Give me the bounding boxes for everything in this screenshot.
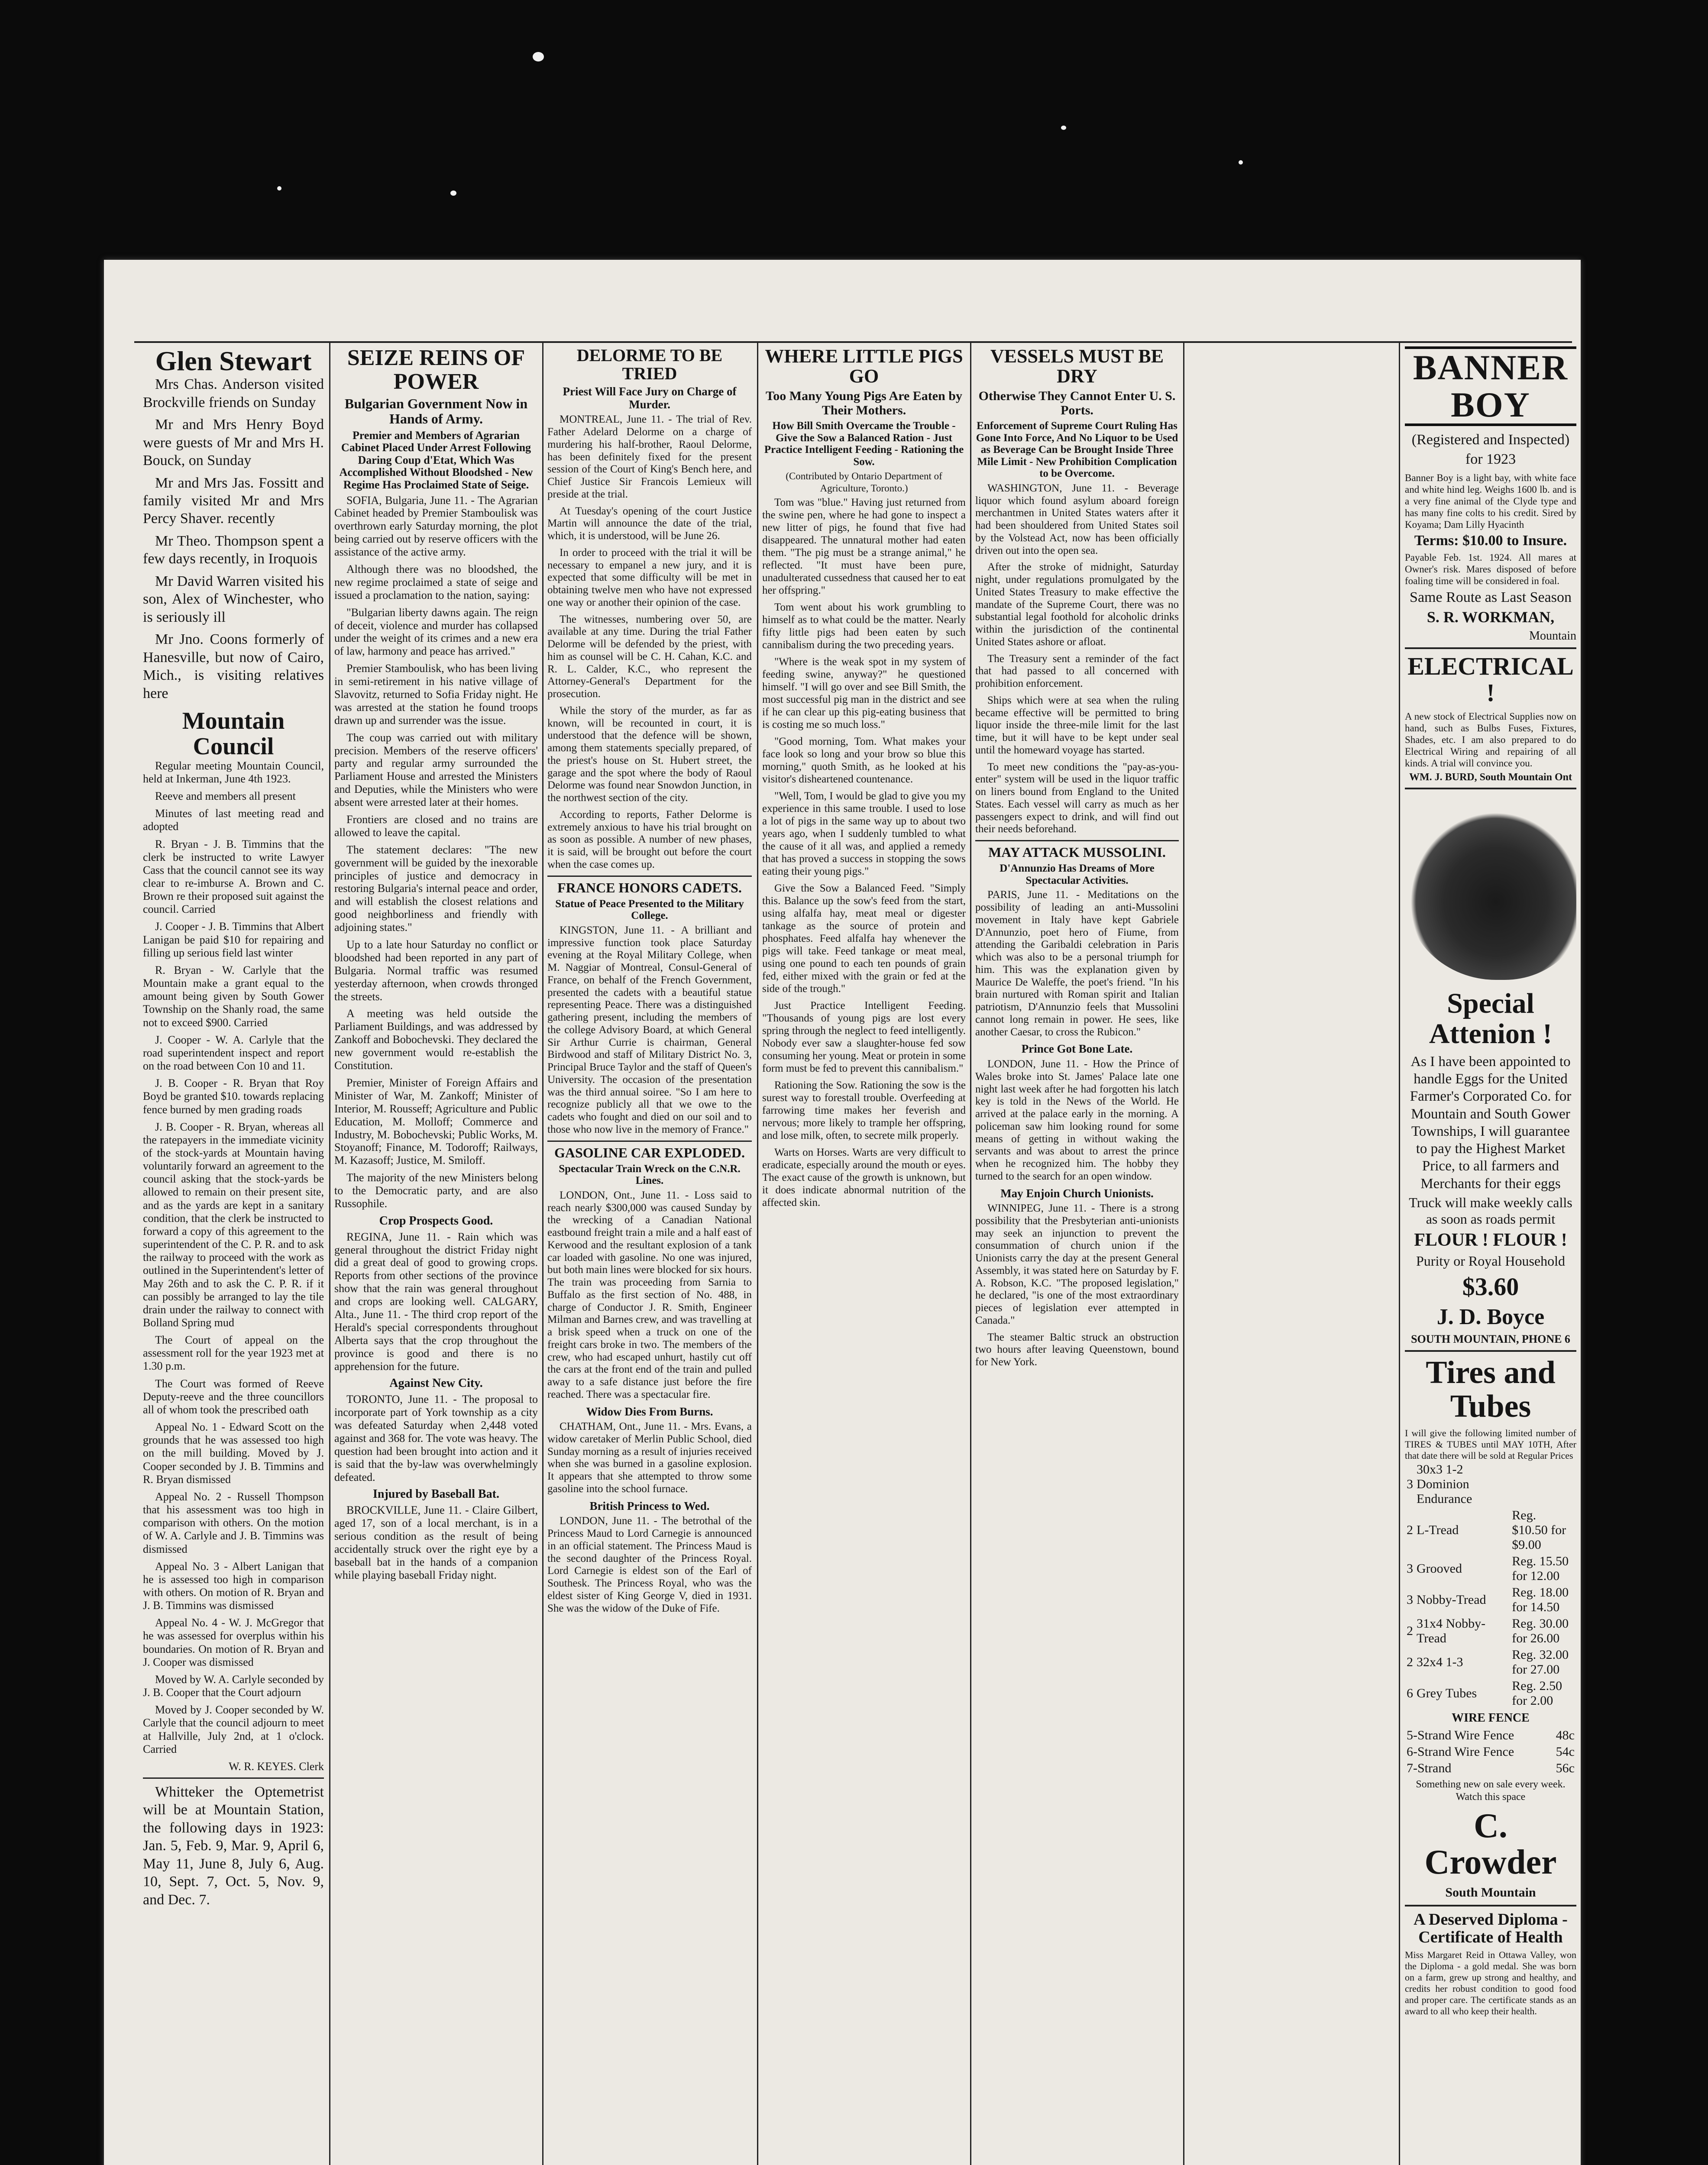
- news-item: Mrs Chas. Anderson visited Brockville friends on Sunday: [143, 376, 324, 410]
- scan-speck: [1061, 126, 1066, 130]
- minutes-item: R. Bryan - W. Carlyle that the Mountain make a grant equal to the amount being given by South Gower Township on the Shanly road, the same not to exceed $900. Carried: [143, 963, 324, 1029]
- bulgaria-subhead: Bulgarian Government Now in Hands of Army.: [344, 396, 528, 427]
- princess-headline: British Princess to Wed.: [589, 1499, 710, 1512]
- story-paragraph: Ships which were at sea when the ruling became effective will be permitted to bring liquor inside the three-mile limit for the last time, but it will have to be kept under seal until the homeward voyage has started.: [975, 694, 1179, 756]
- diploma-text: Miss Margaret Reid in Ottawa Valley, won the Diploma - a gold medal. She was born on a farm, grew up strong and healthy, and credits her robust condition to good food and proper care. The certificate stands as an award to all who keep their health.: [1405, 1949, 1576, 2016]
- news-item: Mr Theo. Thompson spent a few days recently, in Iroquois: [143, 533, 324, 567]
- story-paragraph: In order to proceed with the trial it will be necessary to empanel a new jury, and it is expected that some difficulty will be met in obtaining twelve men who have not expressed one way or another their opinion of the case.: [547, 546, 752, 608]
- story-paragraph: Rationing the Sow. Rationing the sow is the surest way to forestall trouble. Overfeeding at farrowing time makes her feverish and nervous; more likely to trample her offspring, and lose milk, often, to secrete milk properly.: [762, 1079, 966, 1141]
- tire-price-table: [1405, 1461, 1576, 1709]
- minutes-item: Moved by J. Cooper seconded by W. Carlyle that the council adjourn to meet at Hallville, July 2nd, at 1 o'clock. Carried: [143, 1703, 324, 1755]
- gasoline-headline: GASOLINE CAR EXPLODED.: [554, 1144, 745, 1160]
- story-paragraph: LONDON, Ont., June 11. - Loss said to reach nearly $300,000 was caused Sunday by the wrecking of a Canadian National eastbound freight train a mile and a half east of Kerwood and the resultant explosion of a tank car loaded with gasoline. No one was injured, but both main lines were blocked for six hours. The train was proceeding from Sarnia to Buffalo as the first section of No. 488, in charge of Conductor J. R. Smith, Engineer Milman and Barnes crew, and was travelling at a brisk speed when a truck on one of the freight cars broke in two. The members of the crew, who had escaped unhurt, hastily cut off the cars at the front end of the train and pulled away to a safe distance just before the fire reached. There was a spectacular fire.: [547, 1189, 752, 1400]
- story-paragraph: "Bulgarian liberty dawns again. The reign of deceit, violence and murder has collapsed under the weight of its crimes and a new era of law, harmony and peace has arrived.": [334, 606, 538, 658]
- minutes-item: Appeal No. 3 - Albert Lanigan that he is assessed too high in comparison with others. On motion of R. Bryan and J. B. Timmins was dismissed: [143, 1560, 324, 1612]
- pigs-subhead: Too Many Young Pigs Are Eaten by Their Mothers.: [766, 389, 962, 418]
- column-rule: [757, 342, 758, 2165]
- column-rule: [1399, 342, 1400, 2165]
- banner-boy-terms: Terms: $10.00 to Insure.: [1414, 533, 1567, 549]
- wire-note: Something new on sale every week. Watch this space: [1416, 1778, 1566, 1803]
- minutes-item: Reeve and members all present: [155, 790, 296, 803]
- news-item: Mr Jno. Coons formerly of Hanesville, but now of Cairo, Mich., is visiting relatives here: [143, 631, 324, 701]
- banner-boy-payable: Payable Feb. 1st. 1924. All mares at Owner's risk. Mares disposed of before foaling time will be considered in foal.: [1405, 552, 1576, 587]
- table-row: 2 32x4 1-3 Reg. 32.00 for 27.00: [1407, 1648, 1569, 1677]
- story-paragraph: "Well, Tom, I would be glad to give you my experience in this same trouble. I used to lose a lot of pigs in the same way up to about two years ago, when I suddenly tumbled to what the cause of it all was, and applied a remedy that has proved a success in stopping the sows eating their young pigs.": [762, 790, 966, 877]
- gasoline-subhead: Spectacular Train Wreck on the C.N.R. Lines.: [559, 1163, 741, 1187]
- table-row: 3 Nobby-Tread Reg. 18.00 for 14.50: [1407, 1585, 1569, 1615]
- diploma-headline: A Deserved Diploma - Certificate of Health: [1414, 1910, 1568, 1947]
- truck-notice: Truck will make weekly calls as soon as roads permit: [1409, 1194, 1572, 1227]
- column-rule: [1183, 342, 1184, 2165]
- bulgaria-deck: Premier and Members of Agrarian Cabinet Placed Under Arrest Following Daring Coup d'Etat, Which Was Accomplished Without Bloodshed - New Regime Has Proclaimed State of Seige.: [339, 429, 533, 491]
- story-paragraph: The coup was carried out with military precision. Members of the reserve officers' party and regular army surrounded the Parliament House and arrested the Ministers and Deputies, while the Ministers who were absent were arrested later at their homes.: [334, 731, 538, 809]
- delorme-headline: DELORME TO BE TRIED: [576, 346, 723, 383]
- story-paragraph: The steamer Baltic struck an obstruction two hours after leaving Queenstown, bound for New York.: [975, 1331, 1179, 1368]
- minutes-item: J. B. Cooper - R. Bryan that Roy Boyd be granted $10. towards replacing fence burned by men grading roads: [143, 1077, 324, 1116]
- widow-headline: Widow Dies From Burns.: [586, 1405, 713, 1418]
- banner-boy-registered: (Registered and Inspected): [1411, 432, 1570, 448]
- baseball-headline: Injured by Baseball Bat.: [373, 1487, 499, 1501]
- scan-speck: [277, 186, 281, 191]
- column-bulgaria: [334, 346, 538, 2165]
- story-paragraph: BROCKVILLE, June 11. - Claire Gilbert, aged 17, son of a local merchant, is in a serious condition as the result of being accidentally struck over the right eye by a baseball bat in the hands of a companion while playing baseball Friday night.: [334, 1504, 538, 1581]
- flour-heading: FLOUR ! FLOUR !: [1414, 1230, 1567, 1250]
- story-paragraph: "Good morning, Tom. What makes your face look so long and your brow so blue this morning," quoth Smith, as he looked at his visitor's disheartened countenance.: [762, 735, 966, 785]
- pigs-headline: WHERE LITTLE PIGS GO: [765, 346, 963, 387]
- story-paragraph: A meeting was held outside the Parliament Buildings, and was addressed by Zankoff and Bobochevski. They declared the new government would re-establish the Constitution.: [334, 1007, 538, 1072]
- banner-boy-year: for 1923: [1465, 451, 1516, 467]
- story-paragraph: Give the Sow a Balanced Feed. "Simply this. Balance up the sow's feed from the start, using alfalfa hay, meat meal or digester tankage as the source of protein and phosphates. Feed alfalfa hay whenever the pigs will take. Feed tankage or meat meal, using one pound to each ten pounds of grain fed, either mixed with the grain or fed at the side of the trough.": [762, 882, 966, 995]
- cadets-subhead: Statue of Peace Presented to the Military College.: [555, 898, 744, 922]
- crowder-name: C. Crowder: [1424, 1806, 1557, 1881]
- story-paragraph: Tom went about his work grumbling to himself as to what could be the matter. Nearly fifty little pigs had been eaten by such cannibalism during the two preceding years.: [762, 601, 966, 651]
- story-paragraph: The statement declares: "The new government will be guided by the inexorable principles of justice and democracy in restoring Bulgaria's internal peace and order, and will establish the closest relations and good neighborliness and friendly with adjoining states.": [334, 843, 538, 934]
- minutes-item: The Court was formed of Reeve Deputy-reeve and the three councillors all of whom took the prescribed oath: [143, 1377, 324, 1416]
- minutes-item: J. Cooper - J. B. Timmins that Albert Lanigan be paid $10 for repairing and filling up serious field last winter: [143, 920, 324, 959]
- banner-boy-description: Banner Boy is a light bay, with white face and white hind leg. Weighs 1600 lb. and is a very fine animal of the Clyde type and has many fine colts to his credit. Sired by Koyama; Dam Lilly Hyacinth: [1405, 472, 1576, 530]
- vessels-subhead: Otherwise They Cannot Enter U. S. Ports.: [978, 389, 1176, 418]
- news-item: Mr and Mrs Henry Boyd were guests of Mr and Mrs H. Bouck, on Sunday: [143, 417, 324, 469]
- wire-fence-heading: WIRE FENCE: [1452, 1711, 1530, 1725]
- scan-speck: [450, 191, 456, 196]
- story-paragraph: REGINA, June 11. - Rain which was general throughout the district Friday night did a great deal of good to growing crops. Reports from other sections of the province show that the rain was general throughout and crops are looking well. CALGARY, Alta., June 11. - The third crop report of the Herald's special correspondents throughout Alberta says that the crop throughout the province is good and there is no apprehension for the future.: [334, 1230, 538, 1373]
- eggs-ad: [1405, 807, 1576, 1346]
- electrical-signature: WM. J. BURD, South Mountain Ont: [1409, 771, 1572, 783]
- story-paragraph: WASHINGTON, June 11. - Beverage liquor which found asylum aboard foreign merchantmen in United States waters after it had been shouldered from United States soil by the Volstead Act, now has been officially driven out into the open sea.: [975, 482, 1179, 556]
- story-paragraph: "Where is the weak spot in my system of feeding swine, anyway?" he questioned himself. "I will go over and see Bill Smith, the most successful pig man in the district and see if he can clear up this pig-eating business that is costing me so much loss.": [762, 656, 966, 730]
- story-paragraph: Warts on Horses. Warts are very difficult to eradicate, especially around the mouth or eyes. The exact cause of the growth is unknown, but it does indicate abnormal nutrition of the affected skin.: [762, 1146, 966, 1209]
- story-paragraph: KINGSTON, June 11. - A brilliant and impressive function took place Saturday evening at the Royal Military College, when M. Naggiar of Montreal, Consul-General of France, on behalf of the French Government, presented the cadets with a beautiful statue representing Peace. There was a distinguished gathering present, including the members of the college Advisory Board, at which General Sir Arthur Currie is chairman, General Birdwood and staff of Military District No. 3, Principal Bruce Taylor and the staff of Queen's University. The occasion of the presentation was the third annual soiree. "So I am here to recognize publicly all that we owe to the cadets who fought and died on our soil and to those who now live in the memory of France.": [547, 924, 752, 1135]
- story-paragraph: The Treasury sent a reminder of the fact that had passed to all concerned with prohibition enforcement.: [975, 653, 1179, 690]
- delorme-subhead: Priest Will Face Jury on Charge of Murder.: [563, 385, 737, 411]
- boyce-name: J. D. Boyce: [1436, 1304, 1545, 1329]
- minutes-item: Regular meeting Mountain Council, held at Inkerman, June 4th 1923.: [143, 759, 324, 785]
- news-item: Mr and Mrs Jas. Fossitt and family visited Mr and Mrs Percy Shaver. recently: [143, 475, 324, 527]
- table-row: 2 L-Tread Reg. $10.50 for $9.00: [1407, 1508, 1566, 1552]
- story-paragraph: SOFIA, Bulgaria, June 11. - The Agrarian Cabinet headed by Premier Stamboulisk was overthrown early Saturday morning, the plot being carried out by reserve officers with the assistance of the active army.: [334, 494, 538, 559]
- flour-brand: Purity or Royal Household: [1416, 1253, 1565, 1269]
- story-paragraph: PARIS, June 11. - Meditations on the possibility of leading an anti-Mussolini movement in Italy have kept Gabriele D'Annunzio, poet hero of Fiume, from attending the Garibaldi celebration in Paris which was also to be a personal triumph for him. This was the explanation given by Maurice De Waleffe, the poet's friend. "In his brain nurtured with Roman spirit and Italian patriotism, D'Annunzio feels that Mussolini cannot long remain in power. He sees, like another Caesar, to cross the Rubicon.": [975, 889, 1179, 1038]
- story-paragraph: CHATHAM, Ont., June 11. - Mrs. Evans, a widow caretaker of Merlin Public School, died Sunday morning as a result of injuries received when she was burned in a gasoline explosion. It appears that she attempted to throw some gasoline into the school furnace.: [547, 1421, 752, 1495]
- attention-text: As I have been appointed to handle Eggs for the United Farmer's Corporated Co. for Mountain and South Gower Townships, I will guarantee to pay the Highest Market Price, to all farmers and Merchants for their eggs: [1410, 1053, 1572, 1192]
- attention-title: Special Attenion !: [1429, 988, 1553, 1050]
- story-paragraph: After the stroke of midnight, Saturday night, under regulations promulgated by the United States Treasury to make effective the mandate of the Supreme Court, there was no substantial legal foothold for alcoholic drinks within the jurisdiction of the continental United States ashore or afloat.: [975, 561, 1179, 648]
- table-row: 2 31x4 Nobby-Tread Reg. 30.00 for 26.00: [1407, 1616, 1569, 1646]
- minutes-item: Appeal No. 1 - Edward Scott on the grounds that he was assessed too high on the mill building. Moved by J. Cooper seconded by J. B. Timmins and R. Bryan dismissed: [143, 1421, 324, 1486]
- scan-speck: [1239, 160, 1243, 165]
- minutes-item: R. Bryan - J. B. Timmins that the clerk be instructed to write Lawyer Cass that the council cannot see its way clear to re-imburse A. Brown and C. Brown re their proposed suit against the council. Carried: [143, 837, 324, 916]
- vessels-headline: VESSELS MUST BE DRY: [990, 346, 1164, 387]
- story-paragraph: To meet new conditions the "pay-as-you-enter" system will be used in the liquor traffic on liners bound from England to the United States. Each vessel will carry as much as her passengers expect to drink, and will find out their needs beforehand.: [975, 761, 1179, 835]
- story-paragraph: Although there was no bloodshed, the new regime proclaimed a state of seige and issued a proclamation to the nation, saying:: [334, 562, 538, 601]
- minutes-item: J. B. Cooper - R. Bryan, whereas all the ratepayers in the immediate vicinity of the stock-yards at Mountain having voluntarily forward an agreement to the council asking that the stock-yards be allowed to remain on their present site, and as the yards are kept in a sanitary condition, that the clerk be instructed to forward a copy of this agreement to the superintendent of the C. P. R. and to ask the railway to proceed with the work as outlined in the Superintendent's letter of May 26th and to ask the C. P. R. if it can possibly be arranged to lay the tile drain under the railway to connect with Bolland Spring mud: [143, 1120, 324, 1329]
- story-paragraph: LONDON, June 11. - How the Prince of Wales broke into St. James' Palace late one night last week after he had forgotten his latch key is told in the News of the World. He arrived at the palace early in the morning. A policeman saw him looking round for some means of getting in without waking the servants and was about to arrest the prince when he recognized him. The hobby they turned to the search for an open window.: [975, 1058, 1179, 1182]
- story-paragraph: While the story of the murder, as far as known, will be recounted in court, it is understood that the defence will be shown, among them statements specially prepared, of the priest's house on St. Hubert street, the garage and the spot where the body of Raoul Delorme was found near Snowdon Junction, in the northwest section of the city.: [547, 704, 752, 804]
- pigs-deck: How Bill Smith Overcame the Trouble - Give the Sow a Balanced Ration - Just Practice Intelligent Feeding - Rationing the Sow.: [764, 420, 964, 468]
- banner-boy-owner-place: Mountain: [1529, 629, 1576, 643]
- column-rule: [329, 342, 330, 2165]
- story-paragraph: LONDON, June 11. - The betrothal of the Princess Maud to Lord Carnegie is announced in an official statement. The Princess Maud is the second daughter of the Princess Royal. Lord Carnegie is eldest son of the Earl of Southesk. The Princess Royal, who was the eldest sister of King George V, died in 1931. She was the widow of the Duke of Fife.: [547, 1515, 752, 1614]
- flour-price: $3.60: [1462, 1272, 1519, 1301]
- glen-stewart-heading: Glen Stewart: [155, 346, 312, 376]
- story-paragraph: Premier, Minister of Foreign Affairs and Minister of War, M. Zankoff; Minister of Interior, M. Rousseff; Agriculture and Public Education, M. Molloff; Commerce and Industry, M. Bobochevski; Public Works, M. Stoyanoff; Finance, M. Todoroff; Railways, M. Kazasoff; Justice, M. Smiloff.: [334, 1076, 538, 1167]
- story-paragraph: The witnesses, numbering over 50, are available at any time. During the trial Father Delorme will be defended by the priest, with him as counsel will be C. H. Cahan, K.C. and R. L. Calder, K.C., who represent the Attorney-General's Department for the prosecution.: [547, 613, 752, 700]
- wire-price-table: [1405, 1727, 1576, 1777]
- scan-speck: [533, 52, 544, 61]
- banner-boy-owner: S. R. WORKMAN,: [1427, 608, 1555, 626]
- story-paragraph: Frontiers are closed and no trains are allowed to leave the capital.: [334, 813, 538, 839]
- electrical-title: ELECTRICAL !: [1407, 652, 1574, 707]
- crowder-place: South Mountain: [1445, 1885, 1536, 1900]
- story-paragraph: Up to a late hour Saturday no conflict or bloodshed had been reported in any part of Bulgaria. Normal traffic was resumed yesterday afternoon, when crowds thronged the streets.: [334, 938, 538, 1003]
- boot-illustration: [1405, 807, 1576, 980]
- banner-boy-ad: [1405, 346, 1576, 643]
- boyce-place: SOUTH MOUNTAIN, PHONE 6: [1411, 1332, 1570, 1345]
- diploma-ad: [1405, 1911, 1576, 2017]
- story-paragraph: At Tuesday's opening of the court Justice Martin will announce the date of the trial, which, it is understood, will be June 26.: [547, 505, 752, 542]
- story-paragraph: According to reports, Father Delorme is extremely anxious to have his trial brought on as soon as possible. A number of new phases, it is said, will be brought out before the court when the case comes up.: [547, 808, 752, 870]
- tires-ad: [1405, 1356, 1576, 1900]
- minutes-item: J. Cooper - W. A. Carlyle that the road superintendent inspect and report on the road between Con 10 and 11.: [143, 1033, 324, 1073]
- minutes-item: The Court of appeal on the assessment roll for the year 1923 met at 1.30 p.m.: [143, 1334, 324, 1373]
- story-paragraph: MONTREAL, June 11. - The trial of Rev. Father Adelard Delorme on a charge of murdering his half-brother, Raoul Delorme, has been definitely fixed for the present session of the Court of King's Bench here, and Chief Justice Sir Francois Lemieux will preside at the trial.: [547, 414, 752, 500]
- mountain-council-heading: Mountain Council: [182, 708, 285, 760]
- table-row: 7-Strand 56c: [1407, 1761, 1575, 1775]
- table-row: 6 Grey Tubes Reg. 2.50 for 2.00: [1407, 1679, 1562, 1708]
- electrical-ad: [1405, 653, 1576, 783]
- clerk-signature: W. R. KEYES. Clerk: [228, 1760, 324, 1773]
- table-row: 3 30x3 1-2 Dominion Endurance: [1407, 1462, 1472, 1506]
- story-paragraph: The majority of the new Ministers belong to the Democratic party, and are also Russophile.: [334, 1171, 538, 1210]
- prince-headline: Prince Got Bone Late.: [1021, 1042, 1133, 1056]
- column-delorme: [547, 346, 752, 2165]
- column-pigs: [762, 346, 966, 2165]
- mussolini-subhead: D'Annunzio Has Dreams of More Spectacular Activities.: [1000, 863, 1155, 886]
- news-item: Mr David Warren visited his son, Alex of Winchester, who is seriously ill: [143, 573, 324, 625]
- cadets-headline: FRANCE HONORS CADETS.: [557, 879, 742, 895]
- story-paragraph: WINNIPEG, June 11. - There is a strong possibility that the Presbyterian anti-unionists may seek an injunction to prevent the consummation of church union if the Unionists carry the day at the present General Assembly, it was stated here on Saturday by F. A. Robson, K.C. "The proposed legislation," he declared, "is one of the most extraordinary pieces of legislation ever attempted in Canada.": [975, 1202, 1179, 1326]
- electrical-text: A new stock of Electrical Supplies now on hand, such as Bulbs Fuses, Fixtures, Shades, etc. I am also prepared to do Electrical Wiring and repairing of all kinds. A trial will convince you.: [1405, 711, 1576, 769]
- optometrist-notice: Whitteker the Optemetrist will be at Mountain Station, the following days in 1923: Jan. 5, Feb. 9, Mar. 9, April 6, May 11, June 8, July 6, Aug. 10, Sept. 7, Oct. 5, Nov. 9, and Dec. 7.: [143, 1784, 324, 1908]
- column-glen-stewart: [143, 346, 324, 2165]
- tires-title: Tires and Tubes: [1426, 1355, 1556, 1424]
- story-paragraph: Just Practice Intelligent Feeding. "Thousands of young pigs are lost every spring through the neglect to feed intelligently. Nobody ever saw a slaughter-house fed sow consuming her young. Meat or protein in some form must be fed to prevent this cannibalism.": [762, 999, 966, 1074]
- mussolini-headline: MAY ATTACK MUSSOLINI.: [988, 844, 1166, 860]
- new-city-headline: Against New City.: [389, 1377, 483, 1390]
- table-row: 5-Strand Wire Fence 48c: [1407, 1728, 1575, 1742]
- column-rule: [542, 342, 543, 2165]
- bulgaria-headline: SEIZE REINS OF POWER: [347, 346, 525, 394]
- story-paragraph: TORONTO, June 11. - The proposal to incorporate part of York township as a city was defeated Saturday when 2,448 voted against and 368 for. The vote was heavy. The question had been brought into action and it is said that the by-law was overwhelmingly defeated.: [334, 1393, 538, 1483]
- vessels-deck: Enforcement of Supreme Court Ruling Has Gone Into Force, And No Liquor to be Used as Beverage Can be Brought Inside Three Mile Limit - New Prohibition Complication to be Overcome.: [976, 420, 1178, 480]
- table-row: 3 Grooved Reg. 15.50 for 12.00: [1407, 1554, 1569, 1583]
- pigs-credit: (Contributed by Ontario Department of Agriculture, Toronto.): [786, 471, 942, 494]
- minutes-item: Moved by W. A. Carlyle seconded by J. B. Cooper that the Court adjourn: [143, 1673, 324, 1699]
- story-paragraph: Premier Stamboulisk, who has been living in semi-retirement in his native village of Slavovitz, returned to Sofia Friday night. He was arrested at the station he found troops drawn up and surrender was the issue.: [334, 662, 538, 727]
- story-paragraph: Tom was "blue." Having just returned from the swine pen, where he had gone to inspect a new litter of pigs, he found that five had disappeared. The unnatural mother had eaten them. "The pig must be a strange animal," he reflected. "It must have been pure, unadulterated cussedness that caused her to eat her offspring.": [762, 496, 966, 596]
- column-advertisements: [1405, 346, 1576, 2165]
- winnipeg-headline: May Enjoin Church Unionists.: [1000, 1186, 1154, 1200]
- banner-boy-title: BANNER BOY: [1405, 346, 1576, 426]
- banner-boy-route: Same Route as Last Season: [1410, 589, 1572, 605]
- tires-intro: I will give the following limited number of TIRES & TUBES until MAY 10TH, After that date there will be sold at Regular Prices: [1405, 1428, 1576, 1461]
- minutes-item: Appeal No. 2 - Russell Thompson that his assessment was too high in comparison with others. On the motion of W. A. Carlyle and J. B. Timmins was dismissed: [143, 1490, 324, 1555]
- column-rule: [970, 342, 971, 2165]
- top-rule: [134, 341, 1572, 343]
- crop-headline: Crop Prospects Good.: [379, 1214, 493, 1228]
- minutes-item: Minutes of last meeting read and adopted: [143, 807, 324, 833]
- table-row: 6-Strand Wire Fence 54c: [1407, 1744, 1575, 1759]
- minutes-item: Appeal No. 4 - W. J. McGregor that he was assessed for overplus within his boundaries. On motion of R. Bryan and J. Cooper was dismissed: [143, 1616, 324, 1668]
- column-vessels: [975, 346, 1179, 2165]
- newspaper-page: [104, 260, 1581, 2165]
